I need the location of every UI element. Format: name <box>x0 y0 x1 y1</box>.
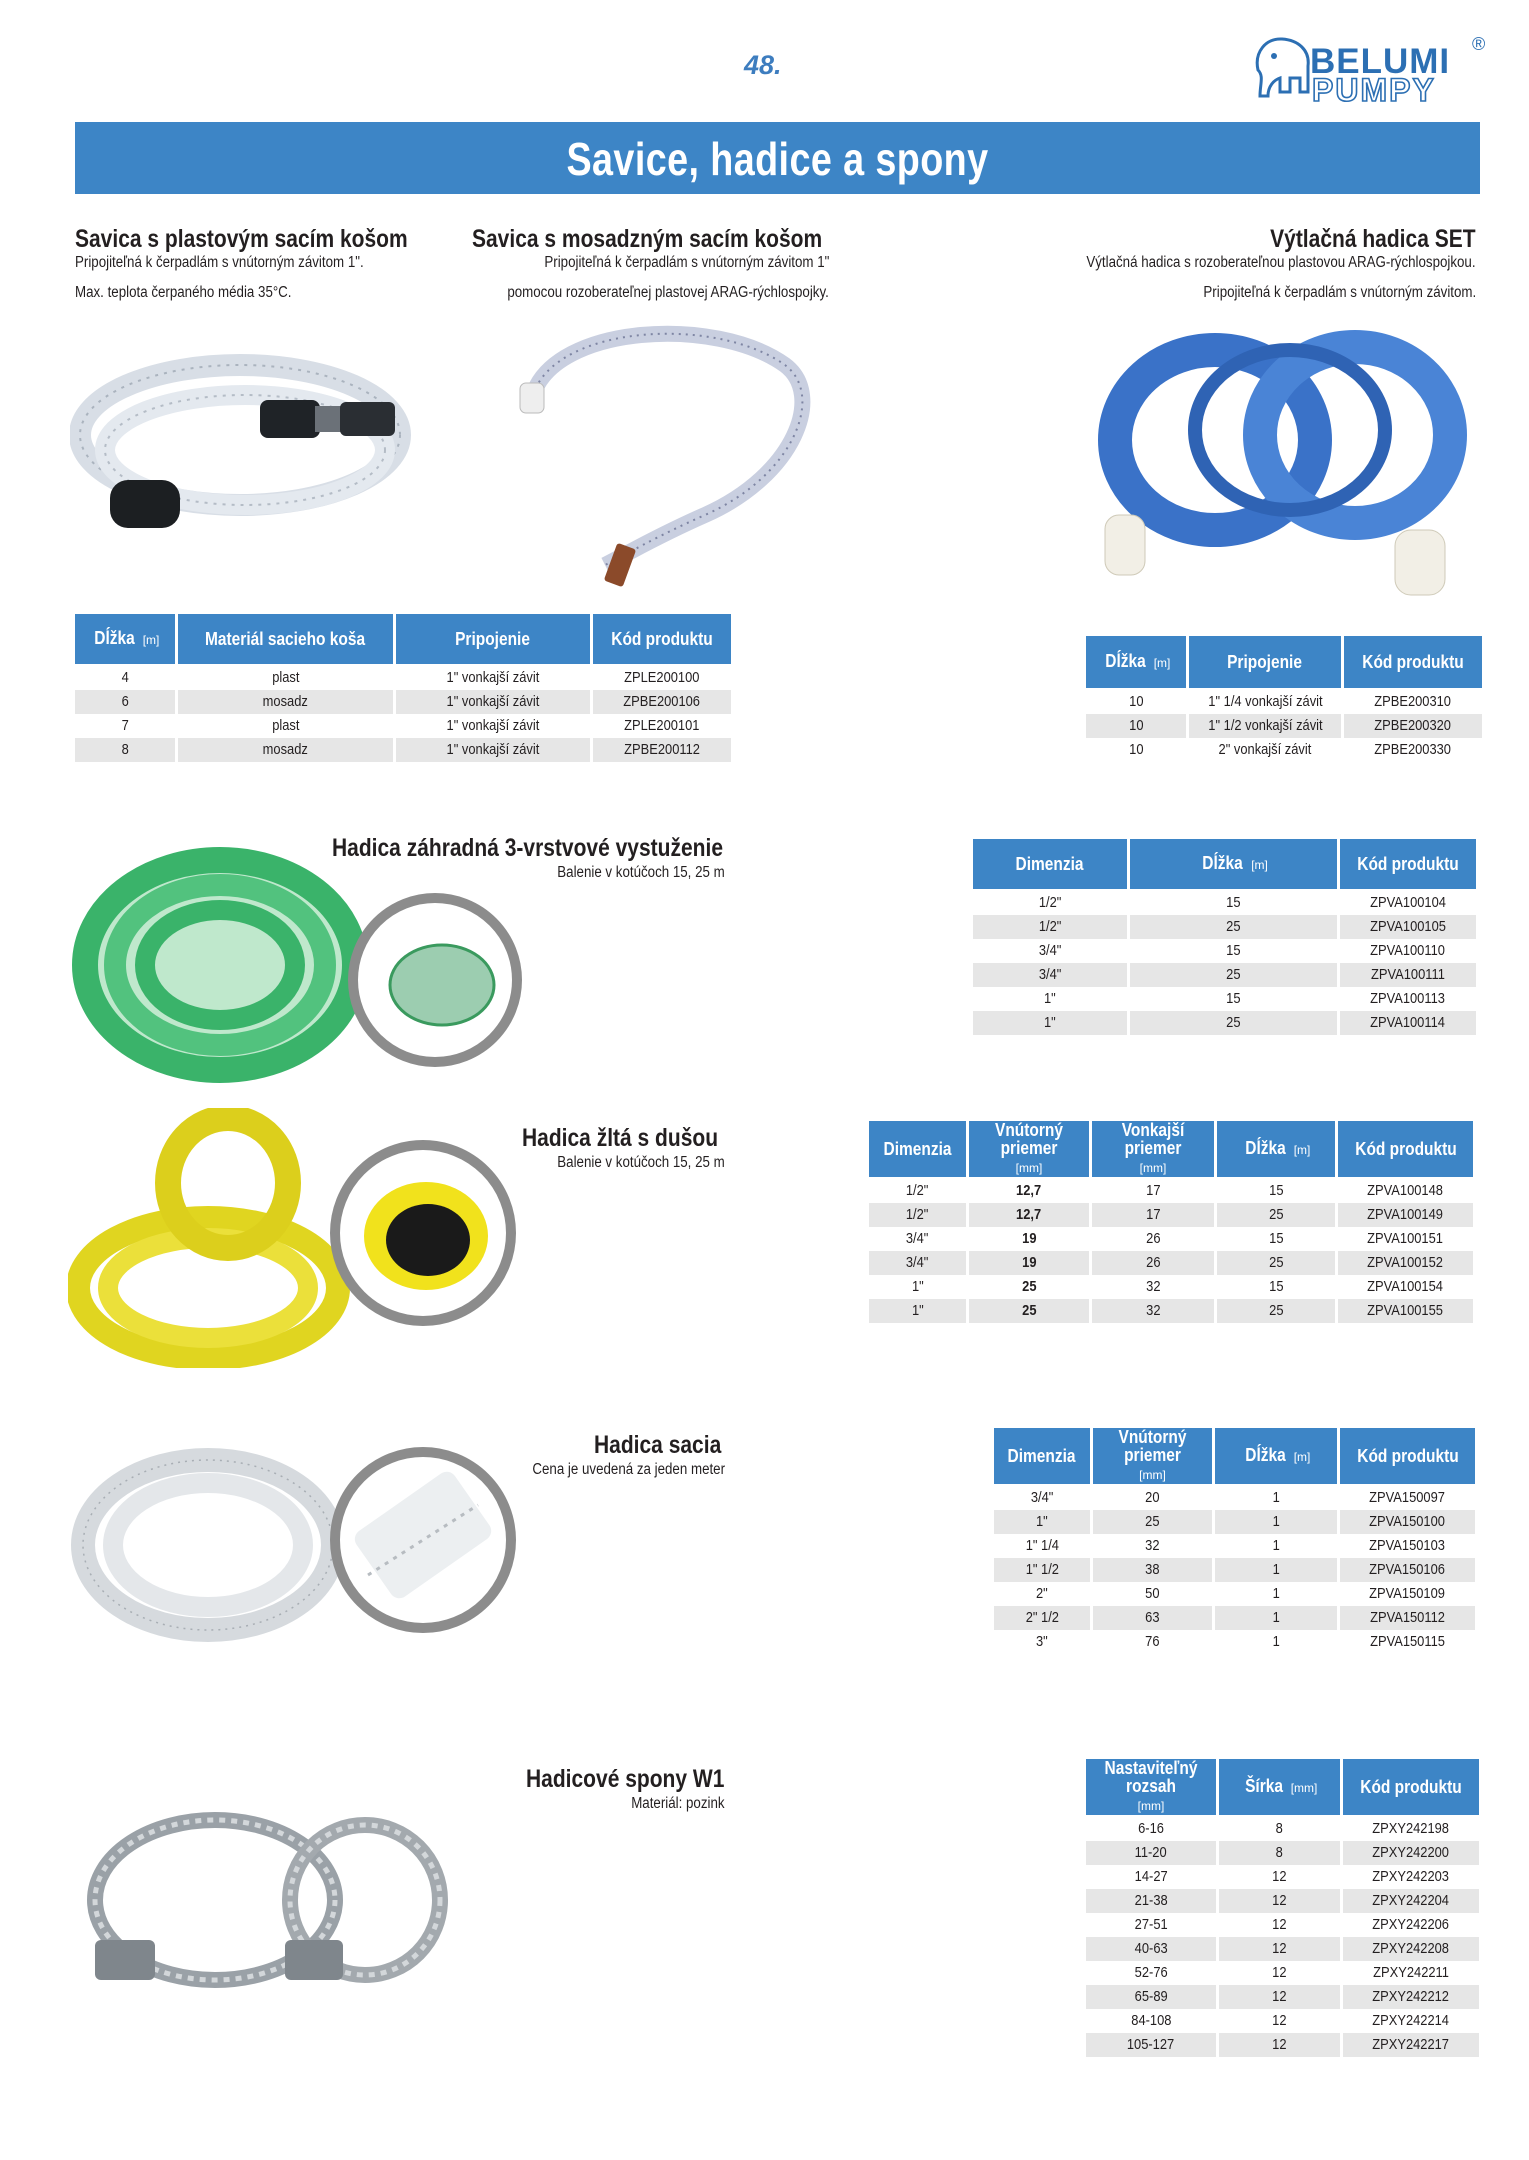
product-image-blue-flat-hose <box>1090 315 1470 615</box>
table-row: 11-20 8 ZPXY242200 <box>1086 1841 1479 1865</box>
spec-table-savica <box>72 614 734 762</box>
table-row: 1/2" 12,7 17 25 ZPVA100149 <box>869 1203 1473 1227</box>
table-row: 8 mosadz 1" vonkajší závit ZPBE200112 <box>75 738 731 762</box>
table-row: 52-76 12 ZPXY242211 <box>1086 1961 1479 1985</box>
product-title-spony: Hadicové spony W1 <box>526 1765 725 1793</box>
product-title-zahradna: Hadica záhradná 3-vrstvové vystuženie <box>332 834 724 862</box>
logo-text-pumpy: PUMPY <box>1312 72 1436 108</box>
column-header: Šírka [mm] <box>1219 1759 1340 1817</box>
product-desc-line: Výtlačná hadica s rozoberateľnou plastovou ARAG-rýchlospojkou. <box>1086 254 1476 271</box>
column-header: Nastaviteľný rozsah [mm] <box>1086 1759 1216 1817</box>
table-row: 1" 15 ZPVA100113 <box>973 987 1476 1011</box>
table-row: 3/4" 25 ZPVA100111 <box>973 963 1476 987</box>
registered-mark: ® <box>1472 34 1486 54</box>
product-desc-line: Cena je uvedená za jeden meter <box>532 1461 725 1478</box>
section-banner <box>75 122 1480 194</box>
product-image-brass-hose <box>515 305 815 595</box>
column-header: Kód produktu <box>1340 839 1476 891</box>
column-header: Kód produktu <box>593 614 731 666</box>
table-row: 14-27 12 ZPXY242203 <box>1086 1865 1479 1889</box>
spec-table-zahradna <box>970 839 1479 1035</box>
column-header: Pripojenie <box>396 614 590 666</box>
table-row: 2" 50 1 ZPVA150109 <box>994 1582 1475 1606</box>
product-desc-line: Materiál: pozink <box>631 1795 725 1812</box>
table-row: 27-51 12 ZPXY242206 <box>1086 1913 1479 1937</box>
table-row: 10 1" 1/2 vonkajší závit ZPBE200320 <box>1086 714 1482 738</box>
column-header: Dĺžka [m] <box>1215 1428 1337 1486</box>
product-desc-line: Pripojiteľná k čerpadlám s vnútorným závitom. <box>1203 284 1476 301</box>
table-row: 65-89 12 ZPXY242212 <box>1086 1985 1479 2009</box>
column-header: Kód produktu <box>1343 1759 1479 1817</box>
table-row: 1/2" 12,7 17 15 ZPVA100148 <box>869 1179 1473 1203</box>
table-row: 3/4" 20 1 ZPVA150097 <box>994 1486 1475 1510</box>
table-row: 6 mosadz 1" vonkajší závit ZPBE200106 <box>75 690 731 714</box>
table-row: 1/2" 25 ZPVA100105 <box>973 915 1476 939</box>
product-title-zlta: Hadica žltá s dušou <box>522 1124 719 1152</box>
table-row: 21-38 12 ZPXY242204 <box>1086 1889 1479 1913</box>
table-row: 10 1" 1/4 vonkajší závit ZPBE200310 <box>1086 690 1482 714</box>
column-header: Vonkajší priemer [mm] <box>1092 1121 1214 1179</box>
column-header: Dimenzia <box>994 1428 1090 1486</box>
product-desc-line: Pripojiteľná k čerpadlám s vnútorným závitom 1" <box>544 254 829 271</box>
product-title-sacia: Hadica sacia <box>594 1431 722 1459</box>
product-image-suction-hose <box>68 1425 538 1665</box>
spec-table-sacia <box>991 1428 1478 1654</box>
column-header: Dĺžka [m] <box>1217 1121 1335 1179</box>
belumi-logo <box>1250 30 1490 108</box>
table-row: 40-63 12 ZPXY242208 <box>1086 1937 1479 1961</box>
table-row: 1" 25 ZPVA100114 <box>973 1011 1476 1035</box>
table-row: 1" 25 32 25 ZPVA100155 <box>869 1299 1473 1323</box>
column-header: Vnútorný priemer [mm] <box>1093 1428 1212 1486</box>
product-title-vytlacna-hadica: Výtlačná hadica SET <box>1270 225 1476 253</box>
table-row: 2" 1/2 63 1 ZPVA150112 <box>994 1606 1475 1630</box>
column-header: Materiál sacieho koša <box>178 614 393 666</box>
table-row: 1" 1/2 38 1 ZPVA150106 <box>994 1558 1475 1582</box>
table-row: 3/4" 19 26 15 ZPVA100151 <box>869 1227 1473 1251</box>
logo-text-belumi: BELUMI <box>1310 42 1451 81</box>
column-header: Kód produktu <box>1338 1121 1473 1179</box>
product-title-savica-mosadz: Savica s mosadzným sacím košom <box>472 225 823 253</box>
table-row: 7 plast 1" vonkajší závit ZPLE200101 <box>75 714 731 738</box>
table-row: 105-127 12 ZPXY242217 <box>1086 2033 1479 2057</box>
table-row: 10 2" vonkajší závit ZPBE200330 <box>1086 738 1482 762</box>
column-header: Dĺžka [m] <box>1086 636 1186 690</box>
product-image-hose-clamps <box>75 1790 515 2030</box>
product-desc-line: Balenie v kotúčoch 15, 25 m <box>557 1154 725 1171</box>
column-header: Dimenzia <box>973 839 1127 891</box>
product-image-green-hose <box>70 845 530 1085</box>
table-row: 3/4" 19 26 25 ZPVA100152 <box>869 1251 1473 1275</box>
product-title-savica-plast: Savica s plastovým sacím košom <box>75 225 408 253</box>
table-row: 4 plast 1" vonkajší závit ZPLE200100 <box>75 666 731 690</box>
column-header: Dimenzia <box>869 1121 966 1179</box>
table-row: 1" 25 1 ZPVA150100 <box>994 1510 1475 1534</box>
table-row: 1" 1/4 32 1 ZPVA150103 <box>994 1534 1475 1558</box>
page-number: 48. <box>744 50 782 80</box>
spec-table-zlta <box>866 1121 1476 1323</box>
spec-table-vytlacna <box>1083 636 1485 762</box>
column-header: Dĺžka [m] <box>1130 839 1337 891</box>
spec-table-spony <box>1083 1759 1482 2057</box>
column-header: Vnútorný priemer [mm] <box>969 1121 1089 1179</box>
product-desc-line: Pripojiteľná k čerpadlám s vnútorným závitom 1". <box>75 254 364 271</box>
table-row: 6-16 8 ZPXY242198 <box>1086 1817 1479 1841</box>
product-image-clear-hose <box>70 340 440 540</box>
table-row: 1" 25 32 15 ZPVA100154 <box>869 1275 1473 1299</box>
column-header: Kód produktu <box>1340 1428 1475 1486</box>
column-header: Dĺžka [m] <box>75 614 175 666</box>
product-desc-line: Balenie v kotúčoch 15, 25 m <box>557 864 725 881</box>
product-desc-line: pomocou rozoberateľnej plastovej ARAG-rýchlospojky. <box>507 284 829 301</box>
table-row: 1/2" 15 ZPVA100104 <box>973 891 1476 915</box>
table-row: 3/4" 15 ZPVA100110 <box>973 939 1476 963</box>
table-row: 84-108 12 ZPXY242214 <box>1086 2009 1479 2033</box>
product-image-yellow-hose <box>68 1108 528 1368</box>
product-desc-line: Max. teplota čerpaného média 35°C. <box>75 284 292 301</box>
column-header: Pripojenie <box>1189 636 1341 690</box>
column-header: Kód produktu <box>1344 636 1482 690</box>
table-row: 3" 76 1 ZPVA150115 <box>994 1630 1475 1654</box>
section-title: Savice, hadice a spony <box>566 133 989 185</box>
